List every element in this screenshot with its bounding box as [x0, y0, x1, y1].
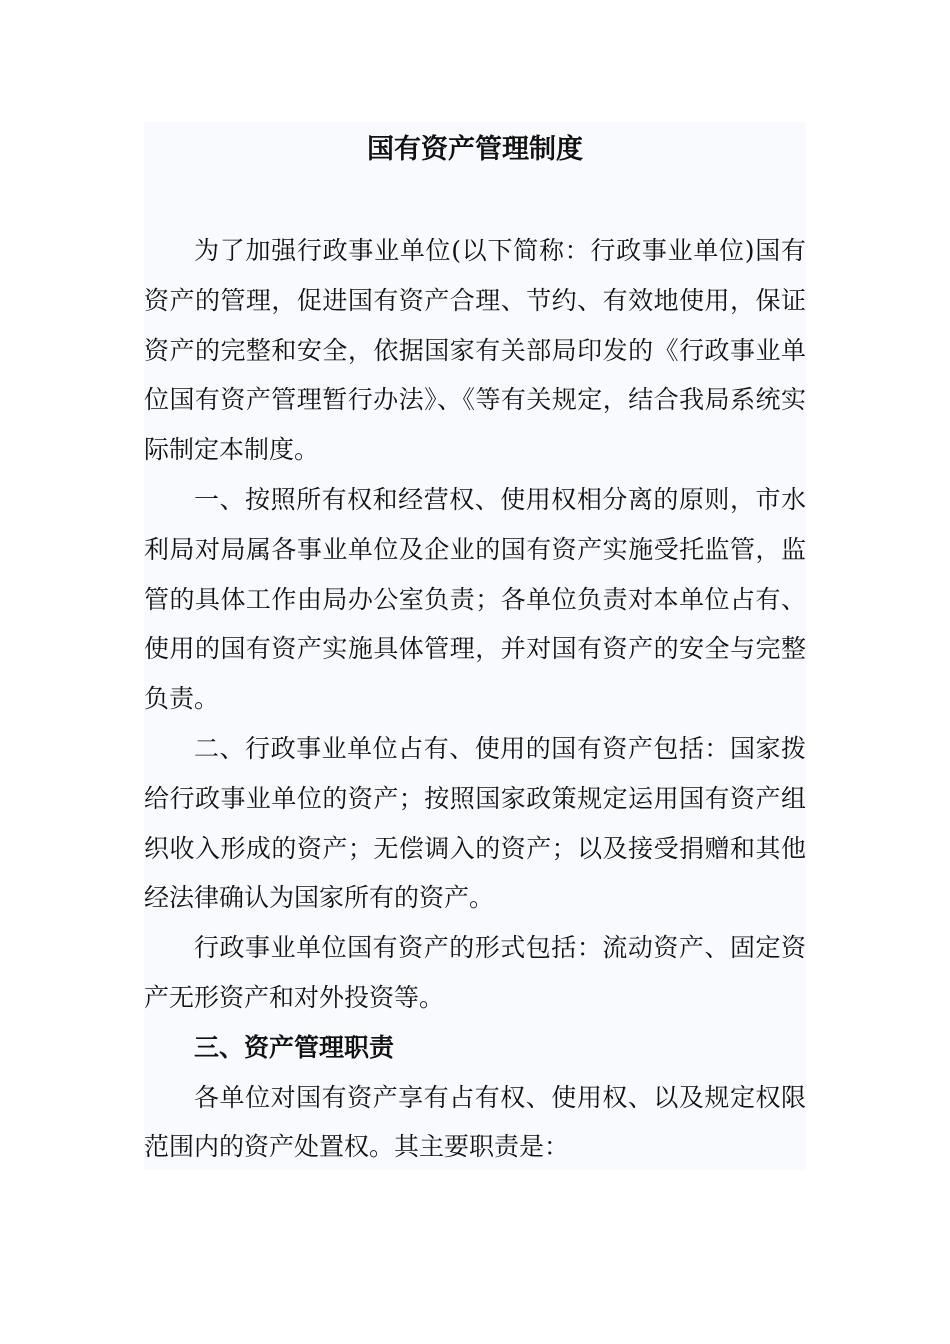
document-body [144, 226, 806, 1172]
paragraph-item-1: 一、按照所有权和经营权、使用权相分离的原则，市水利局对局属各事业单位及企业的国有资产实施受托监管，监管的具体工作由局办公室负责；各单位负责对本单位占有、使用的国有资产实施具体管理，并对国有资产的安全与完整负责。 [144, 484, 806, 714]
paragraph-item-2: 二、行政事业单位占有、使用的国有资产包括：国家拨给行政事业单位的资产；按照国家政策规定运用国有资产组织收入形成的资产；无偿调入的资产；以及接受捐赠和其他经法律确认为国家所有的资产。 [144, 733, 806, 913]
paragraph-intro: 为了加强行政事业单位(以下简称：行政事业单位)国有资产的管理，促进国有资产合理、节约、有效地使用，保证资产的完整和安全，依据国家有关部局印发的《行政事业单位国有资产管理暂行办法》、《等有关规定，结合我局系统实际制定本制度。 [144, 236, 806, 465]
document-content [144, 122, 806, 1170]
paragraph-asset-forms: 行政事业单位国有资产的形式包括：流动资产、固定资产无形资产和对外投资等。 [144, 933, 806, 1012]
document-title: 国有资产管理制度 [367, 134, 583, 165]
section-heading-3: 三、资产管理职责 [194, 1032, 395, 1062]
paragraph-section-3: 各单位对国有资产享有占有权、使用权、以及规定权限范围内的资产处置权。其主要职责是： [144, 1082, 806, 1162]
